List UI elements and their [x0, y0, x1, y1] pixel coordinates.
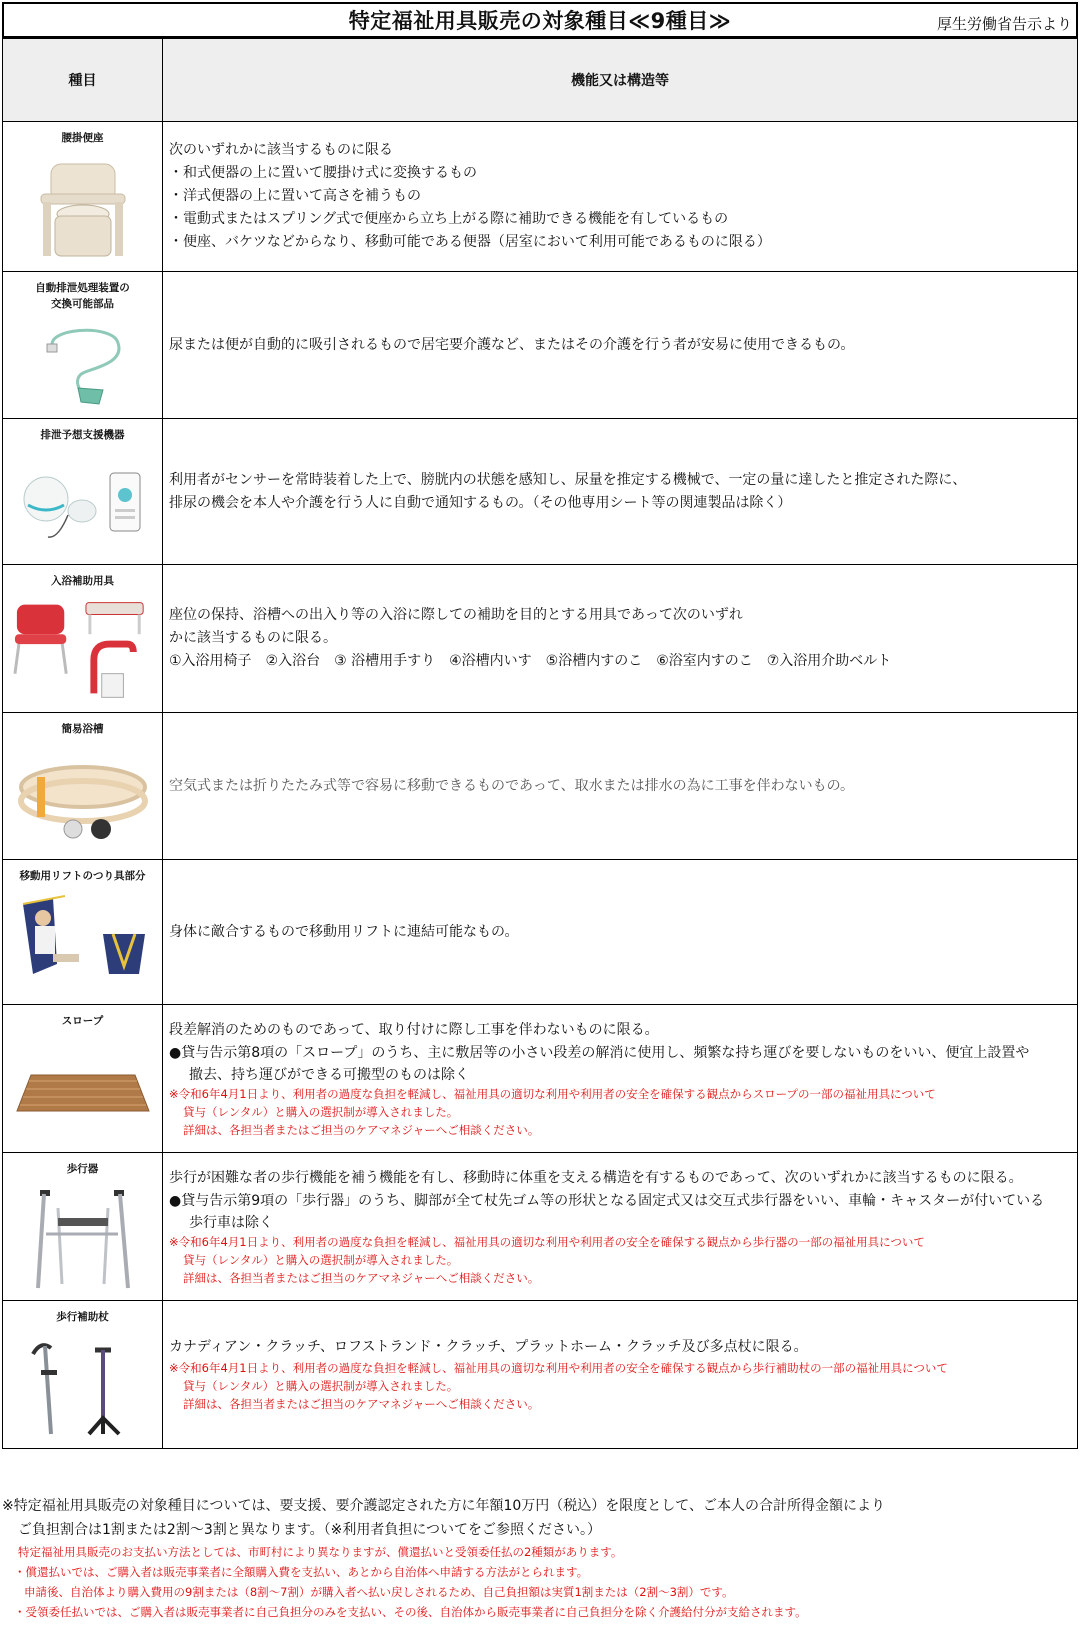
- item-cell: [3, 1153, 163, 1301]
- table-row: [3, 1153, 1078, 1301]
- footer-red-line: 特定福祉用具販売のお支払い方法としては、市町村により異なりますが、償還払いと受領委任払の2種類があります。: [18, 1545, 623, 1559]
- footer-red-line: 申請後、自治体より購入費用の9割または（8割～7割）が購入者へ払い戻しされるため、自己負担額は実質1割または（2割～3割）です。: [24, 1585, 734, 1599]
- desc-line: 空気式または折りたたみ式等で容易に移動できるものであって、取水または排水の為に工事を伴わないもの。: [169, 777, 855, 794]
- item-description: [163, 1301, 1078, 1449]
- walker-image: [11, 1185, 154, 1292]
- item-name: 自動排泄処理装置の 交換可能部品: [35, 282, 130, 310]
- table-row: [3, 122, 1078, 272]
- item-cell: [3, 122, 163, 272]
- items-table: [2, 38, 1078, 1449]
- desc-line: かに該当するものに限る。: [169, 630, 337, 646]
- commode-image: [11, 154, 154, 263]
- table-row: [3, 1301, 1078, 1449]
- desc-line: 身体に敵合するもので移動用リフトに連結可能なもの。: [169, 923, 519, 940]
- table-row: [3, 419, 1078, 565]
- table-header-row: [3, 39, 1078, 122]
- source-label: 厚生労働省告示より: [936, 15, 1072, 33]
- item-description: [163, 1005, 1078, 1153]
- table-row: [3, 272, 1078, 419]
- footer-line: ご負担割合は1割または2割～3割と異なります。（※利用者負担についてをご参照ください。）: [18, 1522, 602, 1538]
- item-name: 移動用リフトのつり具部分: [19, 870, 146, 882]
- item-cell: [3, 419, 163, 565]
- table-row: [3, 1005, 1078, 1153]
- item-cell: [3, 713, 163, 860]
- item-name: 入浴補助用具: [51, 575, 114, 587]
- item-description: [163, 565, 1078, 713]
- item-cell: [3, 272, 163, 419]
- item-description: [163, 860, 1078, 1005]
- desc-line: ①入浴用椅子 ②入浴台 ③ 浴槽用手すり ④浴槽内いす ⑤浴槽内すのこ ⑥浴室内すのこ ⑦入浴用介助ベルト: [169, 653, 892, 669]
- desc-line: 座位の保持、浴槽への出入り等の入浴に際しての補助を目的とする用具であって次のいずれ: [169, 607, 743, 623]
- desc-line: ・便座、バケツなどからなり、移動可能である便器（居室において利用可能であるものに限る）: [169, 234, 771, 250]
- desc-line: 尿または便が自動的に吸引されるもので居宅要介護など、またはその介護を行う者が安易に使用できるもの。: [169, 336, 855, 353]
- column-header-item: 種目: [3, 39, 163, 122]
- item-description: [163, 713, 1078, 860]
- title-bar: [2, 2, 1078, 38]
- item-name: 排泄予想支援機器: [40, 429, 125, 441]
- desc-line: ●貸与告示第8項の「スロープ」のうち、主に敷居等の小さい段差の解消に使用し、頻繁な持ち運びを要しないものをいい、便宜上設置や: [169, 1044, 1030, 1061]
- ramp-image: [11, 1037, 154, 1144]
- desc-line: 利用者がセンサーを常時装着した上で、膀胱内の状態を感知し、尿量を推定する機械で、一定の量に達したと推定された際に、: [169, 471, 967, 488]
- desc-line: ・和式便器の上に置いて腰掛け式に変換するもの: [169, 165, 477, 181]
- desc-line: 撤去、持ち運びができる可搬型のものは除く: [189, 1066, 469, 1083]
- item-cell: [3, 1301, 163, 1449]
- column-header-desc: 機能又は構造等: [163, 39, 1078, 122]
- item-description: [163, 419, 1078, 565]
- notice-red: ※令和6年4月1日より、利用者の過度な負担を軽減し、福祉用具の適切な利用や利用者の安全を確保する観点から歩行器の一部の福祉用具について 貸与（レンタル）と購入の選択制が導入されました。 詳細は、各担当者またはご担当のケアマネジャーへご相談ください。: [169, 1234, 925, 1285]
- page-title: 特定福祉用具販売の対象種目≪9種目≫: [348, 9, 732, 33]
- item-name: スロープ: [61, 1015, 104, 1027]
- item-description: [163, 122, 1078, 272]
- desc-line: 歩行車は除く: [189, 1214, 273, 1231]
- notice-red: ※令和6年4月1日より、利用者の過度な負担を軽減し、福祉用具の適切な利用や利用者の安全を確保する観点から歩行補助杖の一部の福祉用具について 貸与（レンタル）と購入の選択制が導入されました。 詳細は、各担当者またはご担当のケアマネジャーへご相談ください。: [169, 1361, 948, 1411]
- item-cell: [3, 1005, 163, 1153]
- desc-line: ・電動式またはスプリング式で便座から立ち上がる際に補助できる機能を有しているもの: [169, 211, 729, 227]
- item-name: 歩行器: [66, 1163, 99, 1175]
- table-row: [3, 565, 1078, 713]
- tube-part-image: [11, 316, 154, 410]
- footer-line: ※特定福祉用具販売の対象種目については、要支援、要介護認定された方に年額10万円（税込）を限度として、ご本人の合計所得金額により: [2, 1498, 885, 1514]
- sensor-device-image: [11, 451, 154, 556]
- desc-line: カナディアン・クラッチ、ロフストランド・クラッチ、プラットホーム・クラッチ及び多点杖に限る。: [169, 1339, 808, 1355]
- footer-notes: [2, 1494, 1078, 1622]
- item-description: [163, 1153, 1078, 1301]
- desc-line: 次のいずれかに該当するものに限る: [169, 142, 393, 158]
- footer-red-line: ・償還払いでは、ご購入者は販売事業者に全額購入費を支払い、あとから自治体へ申請する方法がとられます。: [14, 1565, 589, 1579]
- crutch-cane-image: [11, 1333, 154, 1440]
- desc-line: 歩行が困難な者の歩行機能を補う機能を有し、移動時に体重を支える構造を有するものであって、次のいずれかに該当するものに限る。: [169, 1169, 1023, 1186]
- item-name: 腰掛便座: [61, 132, 104, 144]
- item-description: [163, 272, 1078, 419]
- desc-line: ●貸与告示第9項の「歩行器」のうち、脚部が全て杖先ゴム等の形状となる固定式又は交互式歩行器をいい、車輪・キャスターが付いている: [169, 1192, 1045, 1209]
- item-name: 簡易浴槽: [61, 723, 104, 735]
- table-row: [3, 713, 1078, 860]
- table-row: [3, 860, 1078, 1005]
- desc-line: 段差解消のためのものであって、取り付けに際し工事を伴わないものに限る。: [169, 1021, 659, 1038]
- item-cell: [3, 860, 163, 1005]
- desc-line: 排尿の機会を本人や介護を行う人に自動で通知するもの。（その他専用シート等の関連製品は除く）: [169, 494, 792, 511]
- item-name: 歩行補助杖: [56, 1311, 109, 1323]
- desc-line: ・洋式便器の上に置いて高さを補うもの: [169, 188, 421, 204]
- footer-red-line: ・受領委任払いでは、ご購入者は販売事業者に自己負担分のみを支払い、その後、自治体から販売事業者に自己負担分を除く介護給付分が支給されます。: [14, 1605, 807, 1619]
- notice-red: ※令和6年4月1日より、利用者の過度な負担を軽減し、福祉用具の適切な利用や利用者の安全を確保する観点からスロープの一部の福祉用具について 貸与（レンタル）と購入の選択制が導入されました。 詳細は、各担当者またはご担当のケアマネジャーへご相談ください。: [169, 1086, 936, 1137]
- portable-bathtub-image: [11, 745, 154, 851]
- bath-aid-image: [11, 591, 154, 708]
- item-cell: [3, 565, 163, 713]
- lift-sling-image: [11, 892, 154, 996]
